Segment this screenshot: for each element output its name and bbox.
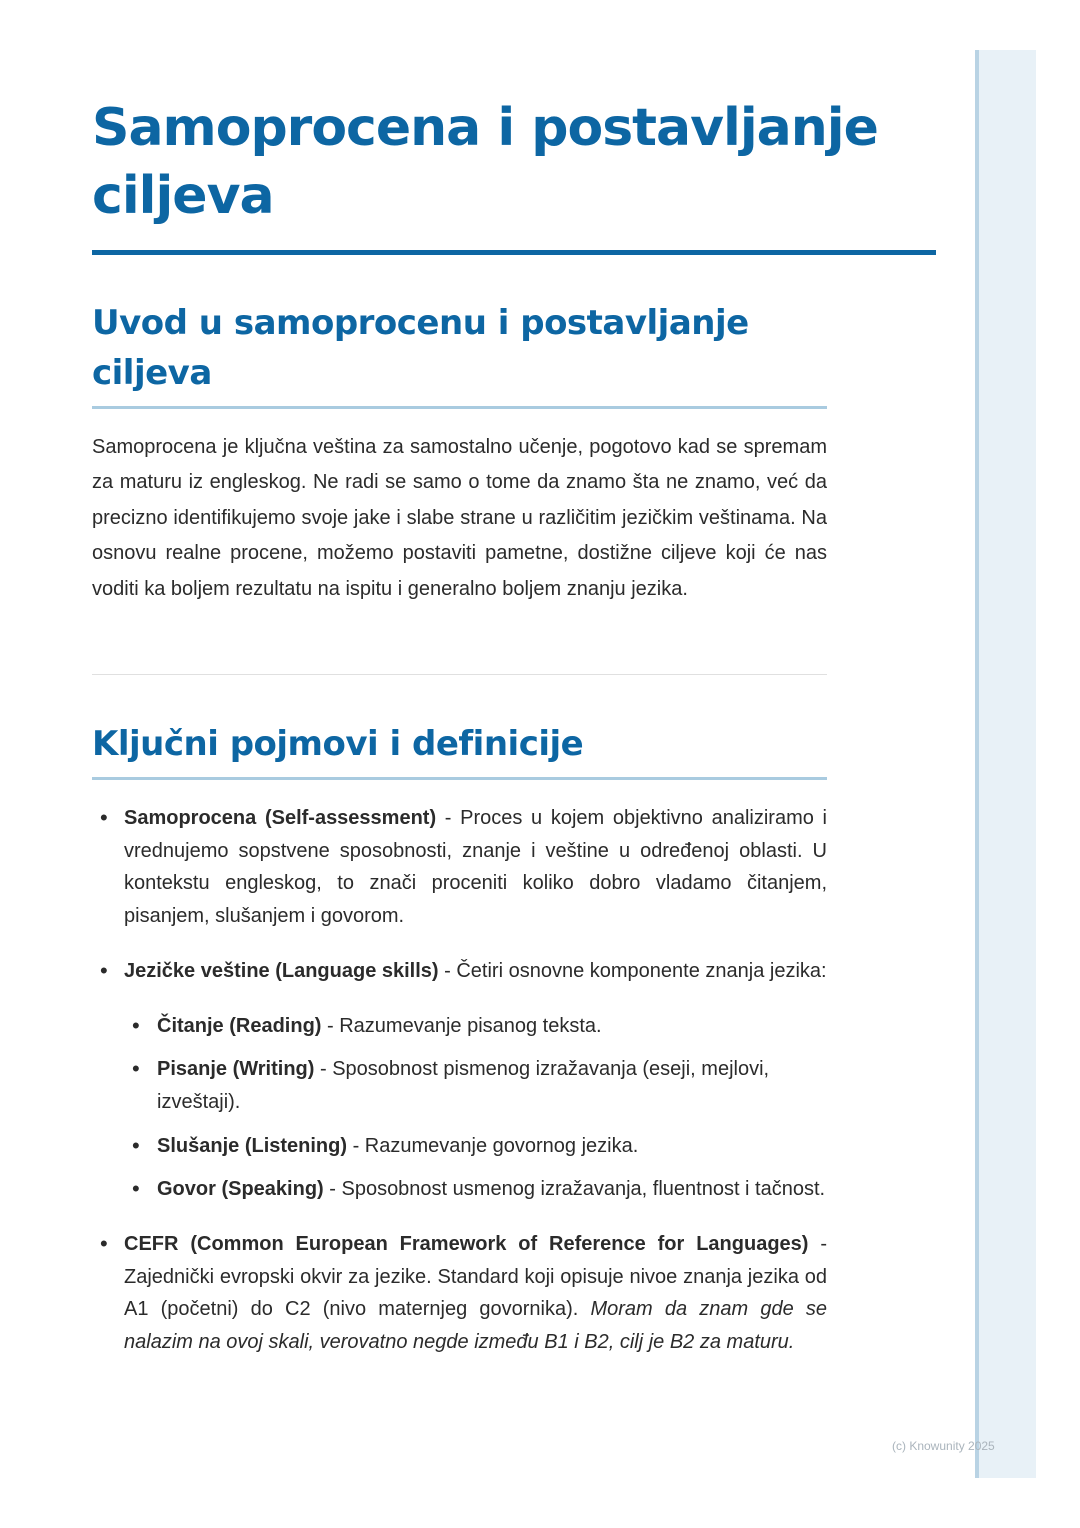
sub-list-item [124, 1010, 827, 1043]
section-heading-intro: Uvod u samoprocenu i postavljanje ciljeva [92, 303, 749, 393]
section-divider [92, 674, 827, 675]
bullet: • [100, 957, 108, 983]
page-title: Samoprocena i postavljanje ciljeva [92, 98, 878, 226]
definition-term: Pisanje (Writing) [157, 1058, 315, 1081]
definition-term: Slušanje (Listening) [157, 1134, 348, 1157]
page-margin-bar [975, 50, 1036, 1478]
definition-text: - Sposobnost usmenog izražavanja, fluentnost i tačnost. [323, 1178, 826, 1201]
definition-text: - Četiri osnovne komponente znanja jezika: [438, 959, 827, 982]
sub-list-item [124, 1053, 827, 1118]
bullet: • [132, 1012, 140, 1038]
definition-term: Samoprocena (Self-assessment) [124, 807, 437, 829]
definition-note: Moram da znam gde se nalazim na ovoj skali, verovatno negde između B1 i B2, cilj je B2 za maturu. [124, 1298, 827, 1354]
copyright-watermark: (c) Knowunity 2025 [892, 1439, 995, 1453]
definition-text: - Razumevanje pisanog teksta. [321, 1014, 602, 1037]
title-underline [92, 250, 936, 255]
definition-term: CEFR (Common European Framework of Reference for Languages) [124, 1233, 809, 1256]
bullet: • [100, 805, 108, 830]
definition-text: - Zajednički evropski okvir za jezike. Standard koji opisuje nivoe znanja jezika od A1 (početni) do C2 (nivo maternjeg govornika). [124, 1233, 827, 1321]
bullet: • [132, 1132, 140, 1158]
bullet: • [132, 1056, 140, 1082]
sub-list-item [124, 1173, 827, 1206]
section-heading-definitions: Ključni pojmovi i definicije [92, 724, 584, 764]
definition-term: Govor (Speaking) [157, 1178, 324, 1201]
skills-sublist [124, 1010, 827, 1207]
definition-text: - Sposobnost pismenog izražavanja (eseji, mejlovi, izveštaji). [157, 1058, 770, 1113]
bullet: • [100, 1231, 108, 1257]
definition-term: Čitanje (Reading) [157, 1014, 322, 1037]
definitions-list [92, 802, 827, 1359]
section-underline-intro [92, 406, 827, 409]
definition-text: - Proces u kojem objektivno analiziramo i vrednujemo sopstvene sposobnosti, znanje i veštine u određenoj oblasti. U kontekstu engleskog, to znači proceniti koliko dobro vladamo čitanjem, pisanjem, slušanjem i govorom. [124, 807, 827, 928]
list-item [92, 955, 827, 1206]
bullet: • [132, 1176, 140, 1202]
section-underline-definitions [92, 777, 827, 780]
intro-paragraph: Samoprocena je ključna veština za samostalno učenje, pogotovo kad se spremam za maturu iz engleskog. Ne radi se samo o tome da znamo šta ne znamo, već da precizno identifikujemo svoje jake i slabe strane u različitim jezičkim veštinama. Na osnovu realne procene, možemo postaviti pametne, dostižne ciljeve koji će nas voditi ka boljem rezultatu na ispitu i generalno boljem znanju jezika. [92, 436, 827, 600]
list-item [92, 802, 827, 933]
list-item [92, 1228, 827, 1359]
sub-list-item [124, 1130, 827, 1163]
definition-term: Jezičke veštine (Language skills) [124, 959, 439, 982]
definition-text: - Razumevanje govornog jezika. [347, 1134, 639, 1157]
